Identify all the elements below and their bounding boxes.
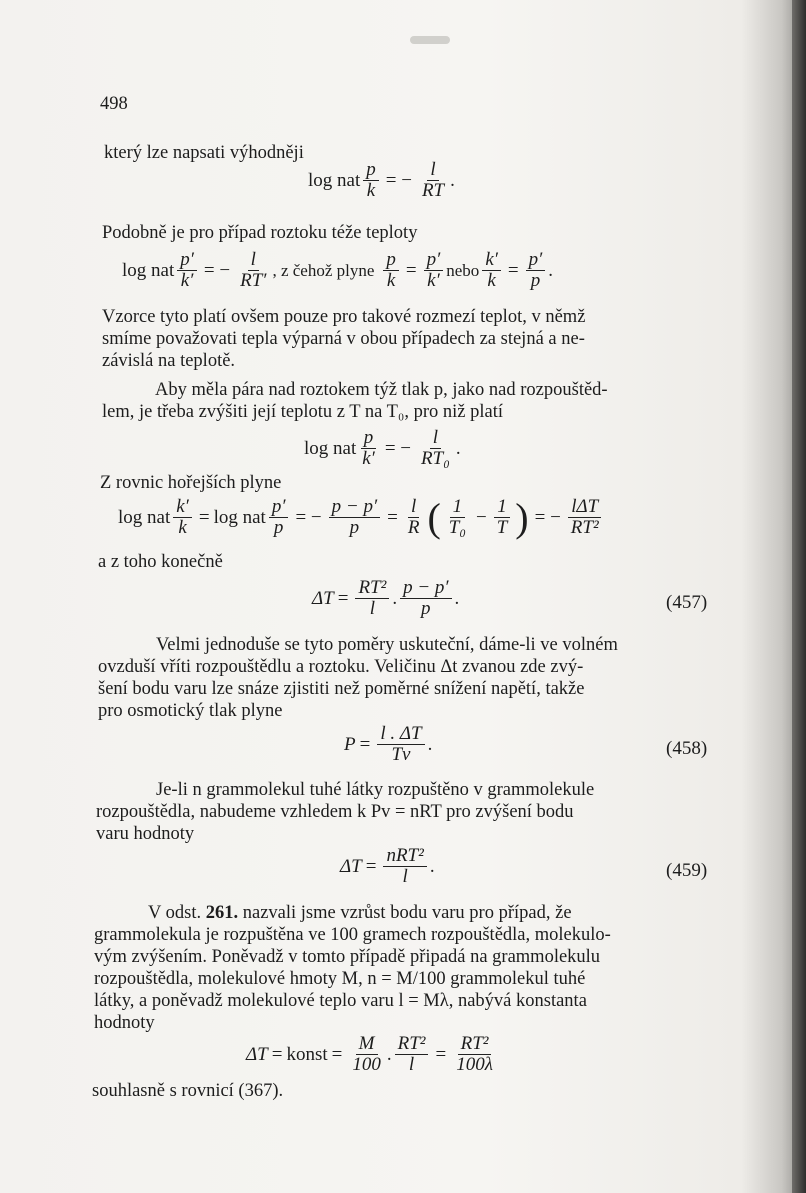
fraction <box>568 497 602 538</box>
text-line: rozpouštědla, nabudeme vzhledem k Pv = nRT pro zvýšení bodu <box>96 802 574 822</box>
operator: − <box>475 506 487 528</box>
numerator: p′ <box>177 250 197 271</box>
fraction <box>383 846 426 887</box>
text-line <box>148 902 572 924</box>
text-line: a z toho konečně <box>98 552 223 572</box>
numerator: l <box>408 497 419 518</box>
equation-6 <box>344 724 432 765</box>
denominator: p <box>421 598 431 619</box>
equation-4 <box>118 494 605 540</box>
fraction <box>349 1034 384 1075</box>
operator: = <box>271 1043 283 1065</box>
eq-lhs: log nat <box>304 437 357 459</box>
denominator: Tv <box>391 744 411 765</box>
text-span: V odst. <box>148 903 206 923</box>
fraction <box>269 497 289 538</box>
equation-number: (459) <box>666 860 708 881</box>
text-line: pro osmotický tlak plyne <box>98 701 283 721</box>
fraction <box>355 578 389 619</box>
denominator: RT₀ <box>421 448 450 469</box>
text-line: který lze napsati výhodněji <box>104 143 304 163</box>
denominator: k <box>487 270 496 291</box>
denominator: RT² <box>570 517 599 538</box>
operator: . <box>392 587 398 609</box>
text-line: látky, a poněvadž molekulové teplo varu l = Mλ, nabývá konstanta <box>94 991 587 1011</box>
page-spine-shadow <box>792 0 806 1193</box>
denominator: l <box>402 866 408 887</box>
text-line: šení bodu varu lze snáze zjistiti než poměrné snížení napětí, takže <box>98 679 585 699</box>
text-span: nazvali jsme vzrůst bodu varu pro případ, že <box>238 903 572 923</box>
fraction <box>395 1034 429 1075</box>
text-line: Podobně je pro případ roztoku téže teploty <box>102 223 418 243</box>
fraction <box>177 250 197 291</box>
denominator: RT <box>421 180 445 201</box>
denominator: k <box>366 180 376 201</box>
fraction <box>359 428 378 469</box>
operator: = <box>405 259 417 281</box>
fraction <box>418 428 453 469</box>
eq-lhs: log nat <box>122 259 175 281</box>
operator: = <box>359 733 371 755</box>
operator: = − <box>295 506 322 528</box>
right-paren: ) <box>515 494 529 540</box>
numerator: l . ΔT <box>377 724 424 745</box>
left-paren: ( <box>427 494 441 540</box>
smudge <box>410 36 450 44</box>
text-line: Je-li n grammolekul tuhé látky rozpuštěno v grammolekule <box>156 780 595 800</box>
operator: . <box>386 1043 392 1065</box>
operator: = − <box>534 506 561 528</box>
eq-text: log nat <box>213 506 266 528</box>
text-line: smíme považovati tepla výparná v obou případech za stejná a ne- <box>102 329 585 349</box>
eq-text: konst <box>286 1043 328 1065</box>
fraction <box>526 250 546 291</box>
operator: = <box>507 259 519 281</box>
numerator: lΔT <box>568 497 601 518</box>
equation-5 <box>312 578 459 619</box>
numerator: k′ <box>173 497 192 518</box>
fraction <box>173 497 192 538</box>
numerator: l <box>430 428 441 449</box>
text-line: grammolekula je rozpuštěna ve 100 gramech rozpouštědla, molekulo- <box>94 925 611 945</box>
text-line: lem, je třeba zvýšiti její teplotu z T na T₀, pro niž platí <box>102 402 504 422</box>
eq-lhs: ΔT <box>312 587 334 609</box>
denominator: k <box>386 270 396 291</box>
eq-lhs: log nat <box>118 506 171 528</box>
fraction <box>377 724 424 765</box>
numerator: p − p′ <box>400 578 451 599</box>
denominator: l <box>408 1054 415 1075</box>
numerator: p <box>363 160 379 181</box>
numerator: p′ <box>526 250 546 271</box>
eq-lhs: ΔT <box>246 1043 268 1065</box>
numerator: RT² <box>355 578 389 599</box>
text-line: varu hodnoty <box>96 824 195 844</box>
operator: = − <box>384 437 412 459</box>
equation-1 <box>308 160 455 201</box>
numerator: RT² <box>458 1034 492 1055</box>
equation-8 <box>246 1034 499 1075</box>
numerator: l <box>248 250 259 271</box>
page-number: 498 <box>100 94 128 114</box>
operator: = <box>365 855 377 877</box>
fraction <box>383 250 399 291</box>
period: . <box>429 855 435 877</box>
text-line: Velmi jednoduše se tyto poměry uskuteční, dáme-li ve volném <box>156 635 618 655</box>
operator: = − <box>203 259 231 281</box>
operator: = <box>337 587 349 609</box>
numerator: 1 <box>450 497 466 518</box>
denominator: 100 <box>352 1054 381 1075</box>
denominator: k′ <box>180 270 194 291</box>
numerator: p′ <box>424 250 444 271</box>
text-line: Z rovnic hořejších plyne <box>100 473 282 493</box>
operator: = − <box>385 169 412 191</box>
operator: = <box>435 1043 447 1065</box>
text-line: závislá na teplotě. <box>102 351 236 371</box>
denominator: p <box>530 270 541 291</box>
text-line: rozpouštědla, molekulové hmoty M, n = M/100 grammolekul tuhé <box>94 969 586 989</box>
equation-7 <box>340 846 435 887</box>
period: . <box>450 169 455 191</box>
operator: = <box>331 1043 343 1065</box>
numerator: RT² <box>395 1034 429 1055</box>
period: . <box>454 587 460 609</box>
period: . <box>548 259 554 281</box>
denominator: 100λ <box>456 1054 493 1075</box>
equation-3 <box>304 428 461 469</box>
numerator: l <box>427 160 438 181</box>
fraction <box>419 160 447 201</box>
denominator: l <box>369 598 376 619</box>
equation-2 <box>122 250 553 291</box>
bold-reference: 261. <box>205 903 239 923</box>
denominator: k′ <box>362 448 375 469</box>
eq-lhs: P <box>344 733 356 755</box>
fraction <box>405 497 423 538</box>
text-line: souhlasně s rovnicí (367). <box>92 1081 284 1101</box>
period: . <box>455 437 461 459</box>
operator: = <box>198 506 210 528</box>
eq-text: nebo <box>446 260 480 280</box>
numerator: M <box>356 1034 378 1055</box>
denominator: p <box>349 517 360 538</box>
text-line: vým zvýšením. Poněvadž v tomto případě připadá na grammolekulu <box>94 947 601 967</box>
fraction <box>446 497 469 538</box>
text-line: Vzorce tyto platí ovšem pouze pro takové rozmezí teplot, v němž <box>102 307 586 327</box>
equation-number: (457) <box>666 592 708 613</box>
fraction <box>237 250 269 291</box>
period: . <box>427 733 433 755</box>
denominator: T₀ <box>448 517 466 538</box>
numerator: p − p′ <box>329 497 380 518</box>
denominator: k′ <box>427 270 440 291</box>
eq-lhs: ΔT <box>340 855 362 877</box>
fraction <box>494 497 511 538</box>
fraction <box>424 250 444 291</box>
numerator: p′ <box>269 497 289 518</box>
denominator: p <box>273 517 284 538</box>
operator: = <box>387 506 398 528</box>
fraction <box>329 497 380 538</box>
fraction <box>400 578 451 619</box>
numerator: p <box>361 428 377 449</box>
numerator: 1 <box>494 497 510 518</box>
text-line: hodnoty <box>94 1013 155 1033</box>
numerator: nRT² <box>383 846 426 867</box>
numerator: p <box>383 250 399 271</box>
fraction <box>363 160 379 201</box>
eq-lhs: log nat <box>308 169 361 191</box>
equation-number: (458) <box>666 738 708 759</box>
denominator: k <box>178 517 187 538</box>
numerator: k′ <box>482 250 501 271</box>
denominator: RT′ <box>240 270 267 291</box>
denominator: R <box>407 517 420 538</box>
denominator: T <box>496 517 508 538</box>
fraction <box>453 1034 496 1075</box>
fraction <box>482 250 501 291</box>
text-line: ovzduší vříti rozpouštědlu a roztoku. Veličinu Δt zvanou zde zvý- <box>98 657 584 677</box>
text-line: Aby měla pára nad roztokem týž tlak p, jako nad rozpouštěd- <box>155 380 608 400</box>
eq-text: , z čehož plyne <box>272 260 375 280</box>
